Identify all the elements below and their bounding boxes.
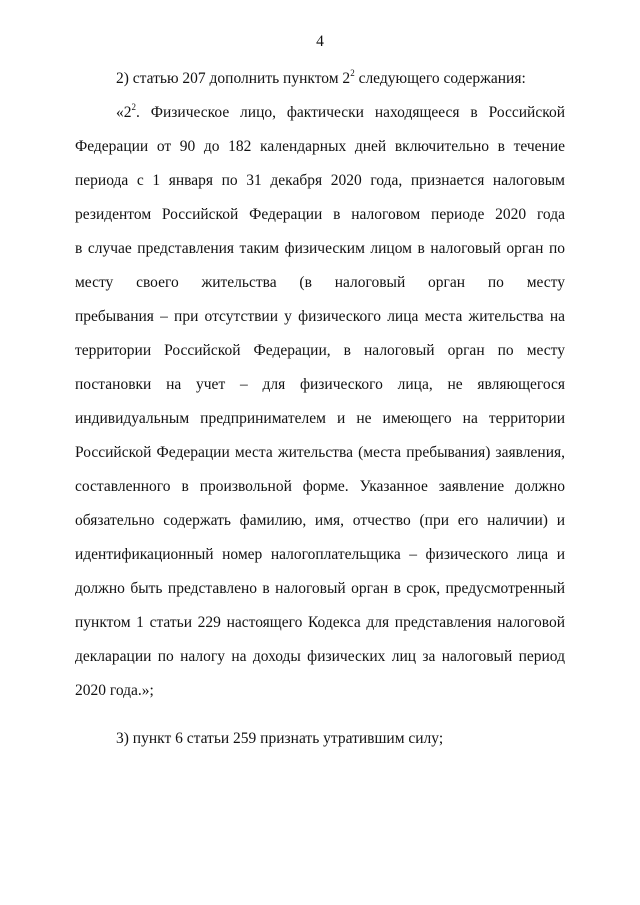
paragraph-line: периода с 1 января по 31 декабря 2020 года, признается налоговым	[75, 172, 565, 189]
superscript: 2	[131, 102, 136, 112]
quote-first-line	[75, 96, 565, 130]
item-3-line: 3) пункт 6 статьи 259 признать утратившим силу;	[116, 730, 444, 747]
paragraph-line: территории Российской Федерации, в налоговый орган по месту	[75, 342, 565, 359]
superscript: 2	[350, 68, 355, 78]
paragraph-line: идентификационный номер налогоплательщика – физического лица и	[75, 546, 565, 563]
item-3	[75, 722, 565, 756]
paragraph-line: постановки на учет – для физического лица, не являющегося	[75, 376, 565, 393]
paragraph-line: Федерации от 90 до 182 календарных дней включительно в течение	[75, 138, 565, 155]
paragraph-line: обязательно содержать фамилию, имя, отчество (при его наличии) и	[75, 512, 565, 529]
paragraph-line: резидентом Российской Федерации в налоговом периоде 2020 года	[75, 206, 565, 223]
paragraph-line: пребывания – при отсутствии у физического лица места жительства на	[75, 308, 565, 325]
paragraph-line: месту своего жительства (в налоговый орган по месту	[75, 274, 565, 291]
paragraph-line: в случае представления таким физическим лицом в налоговый орган по	[75, 240, 565, 257]
quote-first-text: «2	[116, 104, 132, 121]
paragraph-line: пунктом 1 статьи 229 настоящего Кодекса для представления налоговой	[75, 614, 565, 631]
item-2-intro-line	[75, 62, 565, 96]
item-2-intro	[75, 62, 565, 96]
paragraph-last-line: 2020 года.»;	[75, 682, 154, 699]
paragraph-line: индивидуальным предпринимателем и не имеющего на территории	[75, 410, 565, 427]
item-2-intro-text: 2) статью 207 дополнить пунктом 2	[116, 70, 351, 87]
item-2-intro-text-end: следующего содержания:	[354, 70, 526, 87]
paragraph-line: Российской Федерации места жительства (места пребывания) заявления,	[75, 444, 565, 461]
quote-first-text-end: . Физическое лицо, фактически находящееся в Российской	[136, 104, 565, 121]
paragraph-line: декларации по налогу на доходы физических лиц за налоговый период	[75, 648, 565, 665]
paragraph-line: должно быть представлено в налоговый орган в срок, предусмотренный	[75, 580, 565, 597]
page-number: 4	[316, 33, 324, 50]
paragraph-line: составленного в произвольной форме. Указанное заявление должно	[75, 478, 565, 495]
quoted-paragraph	[75, 96, 565, 708]
